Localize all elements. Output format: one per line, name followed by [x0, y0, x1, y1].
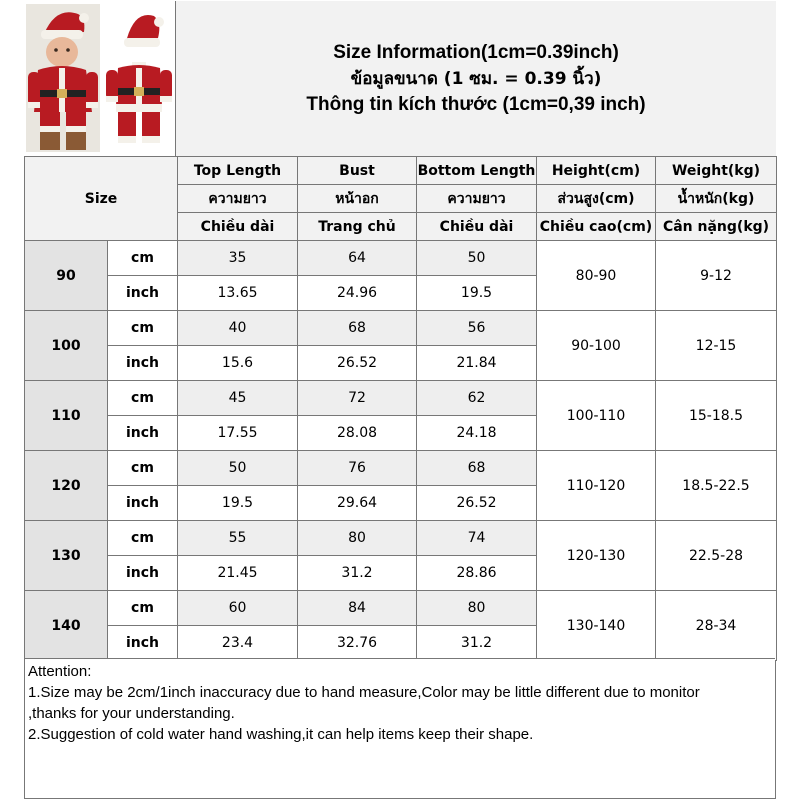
- size-label: 90: [25, 241, 108, 311]
- table-row: [25, 381, 777, 416]
- bust-cm: 64: [298, 241, 417, 276]
- bottom-length-cm: 68: [417, 451, 537, 486]
- unit-label-cm: cm: [108, 451, 178, 486]
- unit-label-cm: cm: [108, 381, 178, 416]
- size-label: 140: [25, 591, 108, 661]
- weight-range: 18.5-22.5: [656, 451, 777, 521]
- attention-notes: [25, 658, 775, 798]
- top-length-cm: 40: [178, 311, 298, 346]
- top-length-cm: 45: [178, 381, 298, 416]
- bottom-length-inch: 31.2: [417, 626, 537, 661]
- top-length-inch: 15.6: [178, 346, 298, 381]
- table-row: [25, 451, 777, 486]
- size-label: 130: [25, 521, 108, 591]
- unit-label-cm: cm: [108, 241, 178, 276]
- col-header-bust-th: หน้าอก: [298, 185, 417, 213]
- bust-inch: 28.08: [298, 416, 417, 451]
- note-accuracy-continued: ,thanks for your understanding.: [28, 705, 235, 722]
- bust-inch: 31.2: [298, 556, 417, 591]
- unit-label-inch: inch: [108, 346, 178, 381]
- weight-range: 12-15: [656, 311, 777, 381]
- bottom-length-cm: 50: [417, 241, 537, 276]
- table-row: [25, 591, 777, 626]
- col-header-height-vi: Chiều cao(cm): [537, 213, 656, 241]
- unit-label-cm: cm: [108, 521, 178, 556]
- top-length-inch: 19.5: [178, 486, 298, 521]
- notes-heading: Attention:: [28, 663, 92, 680]
- height-range: 100-110: [537, 381, 656, 451]
- unit-label-inch: inch: [108, 276, 178, 311]
- col-header-top-length-vi: Chiều dài: [178, 213, 298, 241]
- col-header-top-length-en: Top Length: [178, 157, 298, 185]
- col-header-weight-vi: Cân nặng(kg): [656, 213, 777, 241]
- height-range: 90-100: [537, 311, 656, 381]
- title-vietnamese: Thông tin kích thước (1cm=0,39 inch): [306, 94, 646, 115]
- col-header-weight-en: Weight(kg): [656, 157, 777, 185]
- bottom-length-cm: 56: [417, 311, 537, 346]
- height-range: 80-90: [537, 241, 656, 311]
- height-range: 130-140: [537, 591, 656, 661]
- table-row: [25, 311, 777, 346]
- bottom-length-inch: 19.5: [417, 276, 537, 311]
- size-table: [24, 156, 777, 661]
- bottom-length-cm: 62: [417, 381, 537, 416]
- table-row: [25, 241, 777, 276]
- weight-range: 28-34: [656, 591, 777, 661]
- note-washing: 2.Suggestion of cold water hand washing,it can help items keep their shape.: [28, 726, 534, 743]
- size-label: 100: [25, 311, 108, 381]
- size-label: 110: [25, 381, 108, 451]
- height-range: 110-120: [537, 451, 656, 521]
- col-header-height-th: ส่วนสูง(cm): [537, 185, 656, 213]
- top-length-cm: 50: [178, 451, 298, 486]
- bottom-length-inch: 28.86: [417, 556, 537, 591]
- top-length-inch: 21.45: [178, 556, 298, 591]
- unit-label-cm: cm: [108, 591, 178, 626]
- col-header-top-length-th: ความยาว: [178, 185, 298, 213]
- bottom-length-inch: 26.52: [417, 486, 537, 521]
- table-row: [25, 521, 777, 556]
- bust-inch: 24.96: [298, 276, 417, 311]
- bust-inch: 26.52: [298, 346, 417, 381]
- santa-suit-photo: [104, 4, 174, 152]
- bottom-length-cm: 80: [417, 591, 537, 626]
- col-header-bust-en: Bust: [298, 157, 417, 185]
- top-length-inch: 23.4: [178, 626, 298, 661]
- bottom-length-inch: 21.84: [417, 346, 537, 381]
- title-block: [176, 1, 776, 157]
- top-length-cm: 35: [178, 241, 298, 276]
- unit-label-inch: inch: [108, 626, 178, 661]
- bust-cm: 80: [298, 521, 417, 556]
- col-header-weight-th: น้ำหนัก(kg): [656, 185, 777, 213]
- height-range: 120-130: [537, 521, 656, 591]
- baby-santa-photo: [26, 4, 100, 152]
- weight-range: 22.5-28: [656, 521, 777, 591]
- top-length-inch: 13.65: [178, 276, 298, 311]
- size-label: 120: [25, 451, 108, 521]
- col-header-height-en: Height(cm): [537, 157, 656, 185]
- bust-cm: 84: [298, 591, 417, 626]
- bust-cm: 68: [298, 311, 417, 346]
- col-header-bust-vi: Trang chủ: [298, 213, 417, 241]
- col-header-bottom-length-en: Bottom Length: [417, 157, 537, 185]
- bottom-length-cm: 74: [417, 521, 537, 556]
- size-column-header: Size: [25, 157, 178, 241]
- bust-cm: 76: [298, 451, 417, 486]
- weight-range: 15-18.5: [656, 381, 777, 451]
- col-header-bottom-length-th: ความยาว: [417, 185, 537, 213]
- bust-inch: 29.64: [298, 486, 417, 521]
- top-length-cm: 55: [178, 521, 298, 556]
- weight-range: 9-12: [656, 241, 777, 311]
- unit-label-inch: inch: [108, 486, 178, 521]
- top-length-inch: 17.55: [178, 416, 298, 451]
- title-thai: ข้อมูลขนาด (1 ซม. = 0.39 นิ้ว): [350, 69, 602, 89]
- unit-label-inch: inch: [108, 416, 178, 451]
- col-header-bottom-length-vi: Chiều dài: [417, 213, 537, 241]
- top-length-cm: 60: [178, 591, 298, 626]
- bust-inch: 32.76: [298, 626, 417, 661]
- title-english: Size Information(1cm=0.39inch): [333, 42, 619, 63]
- bust-cm: 72: [298, 381, 417, 416]
- bottom-length-inch: 24.18: [417, 416, 537, 451]
- product-photo-cell: [24, 1, 176, 157]
- note-accuracy: 1.Size may be 2cm/1inch inaccuracy due to hand measure,Color may be little different due to monitor: [28, 684, 700, 701]
- unit-label-inch: inch: [108, 556, 178, 591]
- unit-label-cm: cm: [108, 311, 178, 346]
